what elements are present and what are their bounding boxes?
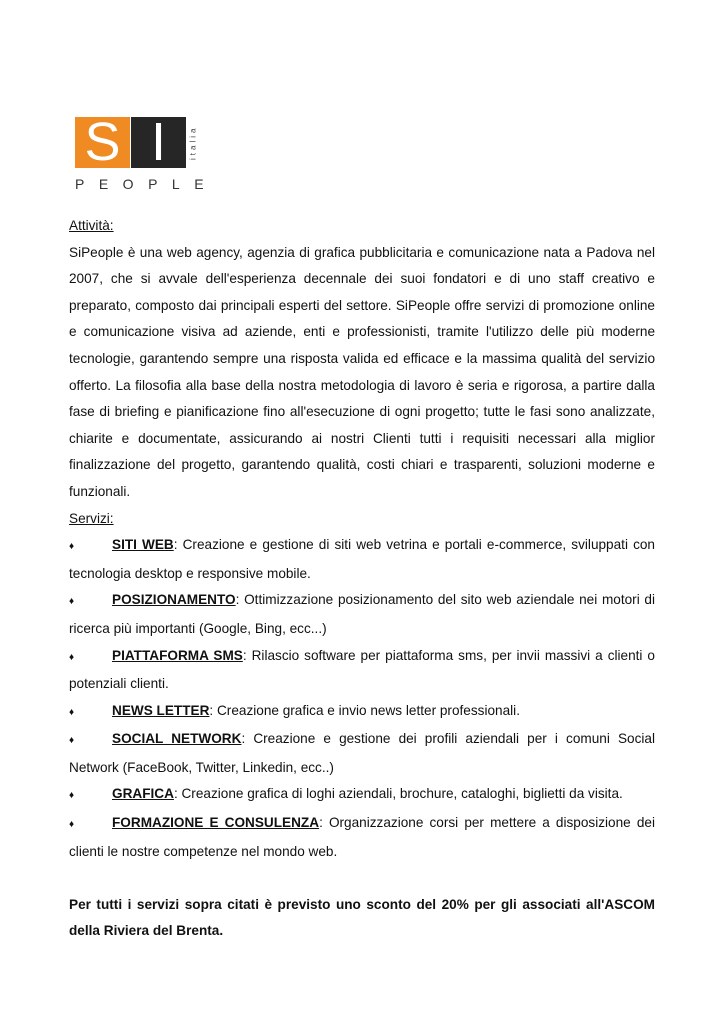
service-desc: : Creazione e gestione dei profili aziendali per i comuni Social Network (FaceBook, Twitter, Linkedin, ecc..) — [69, 731, 655, 775]
service-item — [69, 532, 655, 587]
service-desc: : Creazione grafica e invio news letter professionali. — [209, 702, 520, 718]
logo-people: PEOPLE — [75, 176, 219, 192]
bullet-icon: ♦ — [69, 706, 75, 718]
service-name: FORMAZIONE E CONSULENZA — [112, 815, 320, 831]
document-body — [69, 213, 655, 945]
attivita-heading: Attività: — [69, 218, 114, 233]
service-desc: : Creazione e gestione di siti web vetrina e portali e-commerce, sviluppati con tecnologia desktop e responsive mobile. — [69, 537, 655, 581]
service-item — [69, 781, 655, 810]
service-item — [69, 810, 655, 865]
bullet-icon: ♦ — [69, 651, 75, 663]
spacer — [69, 865, 655, 892]
service-desc: : Rilascio software per piattaforma sms, per invii massivi a clienti o potenziali clienti. — [69, 647, 655, 692]
discount-note: Per tutti i servizi sopra citati è previsto uno sconto del 20% per gli associati all'ASCOM della Riviera del Brenta. — [69, 896, 655, 939]
logo-s-box: S — [75, 117, 130, 168]
bullet-icon: ♦ — [69, 596, 75, 608]
service-name: NEWS LETTER — [112, 702, 210, 718]
sipeople-logo — [75, 112, 219, 193]
service-item — [69, 643, 655, 698]
attivita-text: SiPeople è una web agency, agenzia di grafica pubblicitaria e comunicazione nata a Padova nel 2007, che si avvale dell'esperienza decennale dei suoi fondatori e di uno staff creativo e preparato, composto dai principali esperti del settore. SiPeople offre servizi di promozione online e comunicazione visiva ad aziende, enti e professionisti, tramite l'utilizzo delle più moderne tecnologie, garantendo sempre una risposta valida ed efficace e la massima qualità del servizio offerto. La filosofia alla base della nostra metodologia di lavoro è seria e rigorosa, a partire dalla fase di briefing e pianificazione fino all'esecuzione di ogni progetto; tutte le fasi sono analizzate, chiarite e documentate, assicurando ai nostri Clienti tutti i requisiti necessari alla miglior finalizzazione del progetto, garantendo qualità, costi chiari e trasparenti, soluzioni moderne e funzionali. — [69, 244, 655, 499]
service-item — [69, 726, 655, 781]
service-item — [69, 698, 655, 727]
service-desc: : Organizzazione corsi per mettere a disposizione dei clienti le nostre competenze nel mondo web. — [69, 815, 655, 859]
bullet-icon: ♦ — [69, 790, 75, 802]
logo-italia: italia — [188, 125, 198, 160]
bullet-icon: ♦ — [69, 735, 75, 747]
service-name: POSIZIONAMENTO — [112, 592, 236, 608]
service-name: SITI WEB — [112, 537, 174, 553]
service-desc: : Creazione grafica di loghi aziendali, brochure, cataloghi, biglietti da visita. — [173, 786, 623, 802]
bullet-icon: ♦ — [69, 819, 75, 831]
service-item — [69, 587, 655, 642]
servizi-heading: Servizi: — [69, 510, 114, 526]
bullet-icon: ♦ — [69, 541, 75, 553]
service-name: GRAFICA — [112, 786, 174, 802]
service-name: SOCIAL NETWORK — [112, 731, 242, 747]
logo-i-box: I — [131, 117, 186, 168]
service-desc: : Ottimizzazione posizionamento del sito web aziendale nei motori di ricerca più importanti (Google, Bing, ecc...) — [69, 592, 655, 636]
service-name: PIATTAFORMA SMS — [112, 647, 243, 663]
